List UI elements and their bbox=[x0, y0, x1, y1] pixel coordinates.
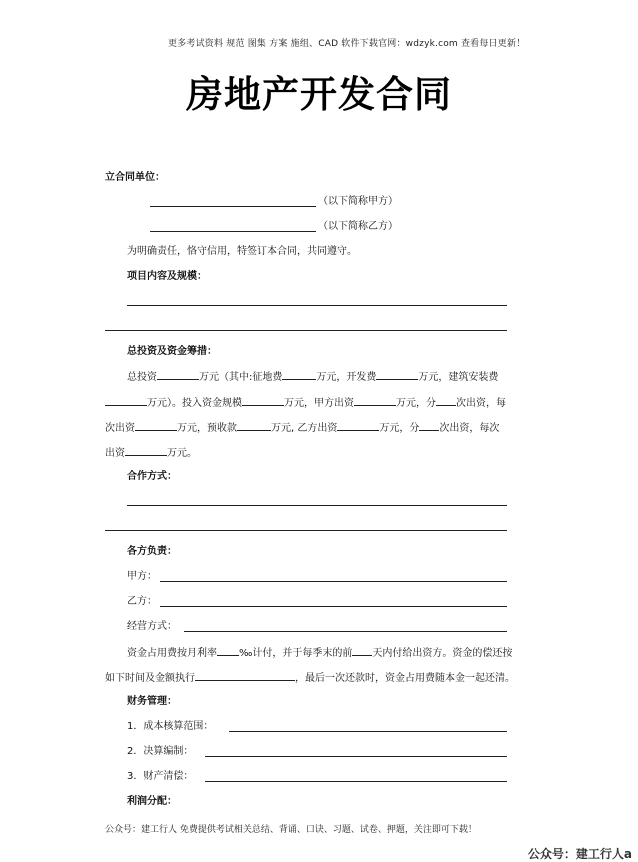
blank bbox=[237, 421, 271, 431]
blank bbox=[354, 396, 396, 406]
blank bbox=[195, 671, 295, 681]
finance-item-2-blank bbox=[205, 756, 507, 757]
intro-text: 为明确责任，恪守信用，特签订本合同，共同遵守。 bbox=[127, 246, 357, 257]
blank bbox=[352, 646, 372, 656]
investment-line-4: 出资 万元。 bbox=[105, 448, 197, 459]
party-a-duty-blank bbox=[160, 581, 507, 582]
repayment-line-1: 资金占用费按月利率 ‰计付，并于每季末的前 天内付给出资方。资金的偿还按 bbox=[127, 648, 513, 659]
party-b-duty-label: 乙方： bbox=[127, 596, 157, 607]
management-label: 经营方式： bbox=[127, 621, 177, 632]
investment-heading: 总投资及资金筹措： bbox=[127, 346, 217, 357]
blank bbox=[242, 396, 284, 406]
party-a-duty-label: 甲方： bbox=[127, 571, 157, 582]
repayment-line-2: 如下时间及金额执行 ，最后一次还款时，资金占用费随本金一起还清。 bbox=[105, 673, 515, 684]
blank bbox=[125, 446, 167, 456]
header-note: 更多考试资料 规范 图集 方案 施组、CAD 软件下载官网：wdzyk.com 查看每日更新！ bbox=[168, 39, 526, 49]
party-b-blank bbox=[150, 231, 316, 232]
party-b-suffix: （以下简称乙方） bbox=[318, 221, 398, 232]
finance-item-1: 1．成本核算范围： bbox=[127, 721, 214, 732]
finance-item-3: 3．财产清偿： bbox=[127, 771, 194, 782]
project-blank-2 bbox=[105, 330, 507, 331]
blank bbox=[282, 370, 316, 380]
document-title: 房地产开发合同 bbox=[186, 72, 452, 116]
blank bbox=[419, 421, 439, 431]
party-b-duty-blank bbox=[160, 606, 507, 607]
blank bbox=[105, 396, 147, 406]
cooperation-blank-1 bbox=[127, 505, 507, 506]
blank bbox=[376, 370, 418, 380]
blank bbox=[157, 370, 199, 380]
finance-item-1-blank bbox=[229, 731, 507, 732]
finance-item-2: 2．决算编制： bbox=[127, 746, 194, 757]
investment-line-2: 万元）。投入资金规模 万元，甲方出资 万元，分 次出资，每 bbox=[105, 396, 506, 410]
party-a-suffix: （以下简称甲方） bbox=[318, 196, 398, 207]
project-heading: 项目内容及规模： bbox=[127, 271, 207, 282]
watermark: 公众号：建工行人a bbox=[527, 847, 632, 861]
party-a-blank bbox=[150, 206, 316, 207]
cooperation-blank-2 bbox=[105, 530, 507, 531]
parties-label: 立合同单位： bbox=[105, 172, 165, 183]
cooperation-heading: 合作方式： bbox=[127, 471, 177, 482]
management-blank bbox=[184, 631, 507, 632]
finance-heading: 财务管理： bbox=[127, 696, 177, 707]
finance-item-3-blank bbox=[205, 781, 507, 782]
project-blank-1 bbox=[127, 305, 507, 306]
blank bbox=[337, 421, 379, 431]
investment-line-3: 次出资 万元，预收款 万元, 乙方出资 万元，分 次出资，每次 bbox=[105, 423, 500, 434]
profit-heading: 利润分配： bbox=[127, 796, 177, 807]
blank bbox=[135, 421, 177, 431]
blank bbox=[217, 646, 239, 656]
responsibility-heading: 各方负责： bbox=[127, 546, 177, 557]
blank bbox=[436, 396, 456, 406]
investment-line-1: 总投资 万元（其中:征地费 万元，开发费 万元，建筑安装费 bbox=[127, 372, 499, 383]
footer-note: 公众号：建工行人 免费提供考试相关总结、背诵、口诀、习题、试卷、押题，关注即可下载！ bbox=[105, 825, 477, 835]
